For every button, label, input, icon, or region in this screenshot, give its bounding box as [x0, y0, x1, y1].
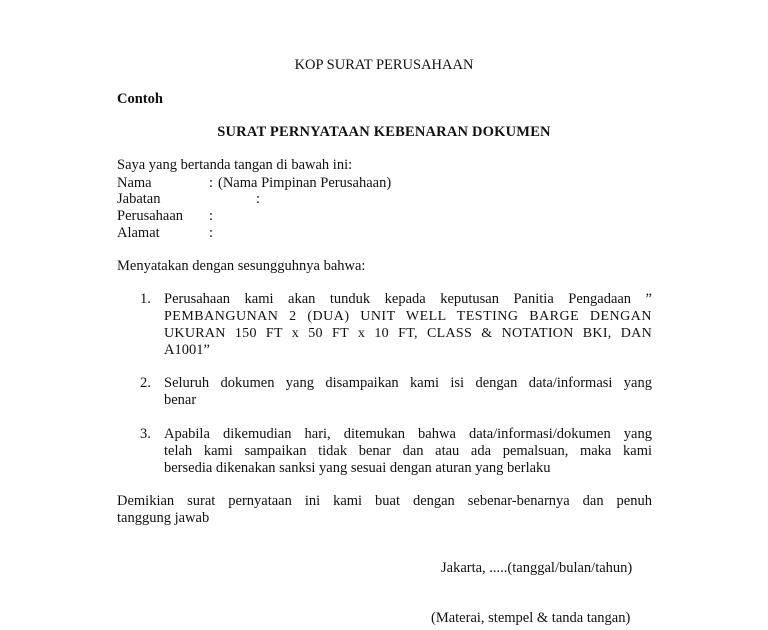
point-1-line-2: PEMBANGUNAN 2 (DUA) UNIT WELL TESTING BARGE DENGAN — [164, 309, 652, 324]
point-number-2: 2. — [140, 375, 151, 391]
field-colon-nama: : — [209, 175, 214, 191]
closing-line-2: tanggung jawab — [117, 510, 210, 526]
field-label-alamat: Alamat — [117, 225, 160, 241]
field-colon-jabatan: : — [256, 191, 261, 207]
intro-text: Saya yang bertanda tangan di bawah ini: — [117, 157, 353, 173]
point-3-line-3: bersedia dikenakan sanksi yang sesuai dengan aturan yang berlaku — [164, 460, 551, 476]
field-label-perusahaan: Perusahaan — [117, 208, 184, 224]
point-2-line-2: benar — [164, 392, 197, 408]
point-2-line-1: Seluruh dokumen yang disampaikan kami isi dengan data/informasi yang — [164, 375, 652, 391]
document-title: SURAT PERNYATAAN KEBENARAN DOKUMEN — [217, 124, 551, 140]
field-label-jabatan: Jabatan — [117, 191, 161, 207]
sample-label: Contoh — [117, 91, 163, 107]
point-number-3: 3. — [140, 426, 151, 442]
point-3-line-1: Apabila dikemudian hari, ditemukan bahwa data/informasi/dokumen yang — [164, 426, 652, 442]
place-date: Jakarta, .....(tanggal/bulan/tahun) — [441, 560, 633, 576]
field-label-nama: Nama — [117, 175, 152, 191]
declaration-text: Menyatakan dengan sesungguhnya bahwa: — [117, 258, 366, 274]
field-colon-perusahaan: : — [209, 208, 214, 224]
point-1-line-4: A1001” — [164, 342, 210, 358]
closing-line-1: Demikian surat pernyataan ini kami buat dengan sebenar-benarnya dan penuh — [117, 493, 652, 509]
point-3-line-2: telah kami sampaikan tidak benar dan atau ada pemalsuan, maka kami — [164, 443, 652, 459]
point-1-line-3: UKURAN 150 FT x 50 FT x 10 FT, CLASS & NOTATION BKI, DAN — [164, 326, 652, 341]
letterhead: KOP SURAT PERUSAHAAN — [294, 57, 474, 73]
signature-note: (Materai, stempel & tanda tangan) — [431, 610, 631, 626]
field-value-nama: (Nama Pimpinan Perusahaan) — [218, 175, 392, 191]
field-colon-alamat: : — [209, 225, 214, 241]
point-1-line-1: Perusahaan kami akan tunduk kepada keputusan Panitia Pengadaan ” — [164, 291, 652, 307]
point-number-1: 1. — [140, 291, 151, 307]
